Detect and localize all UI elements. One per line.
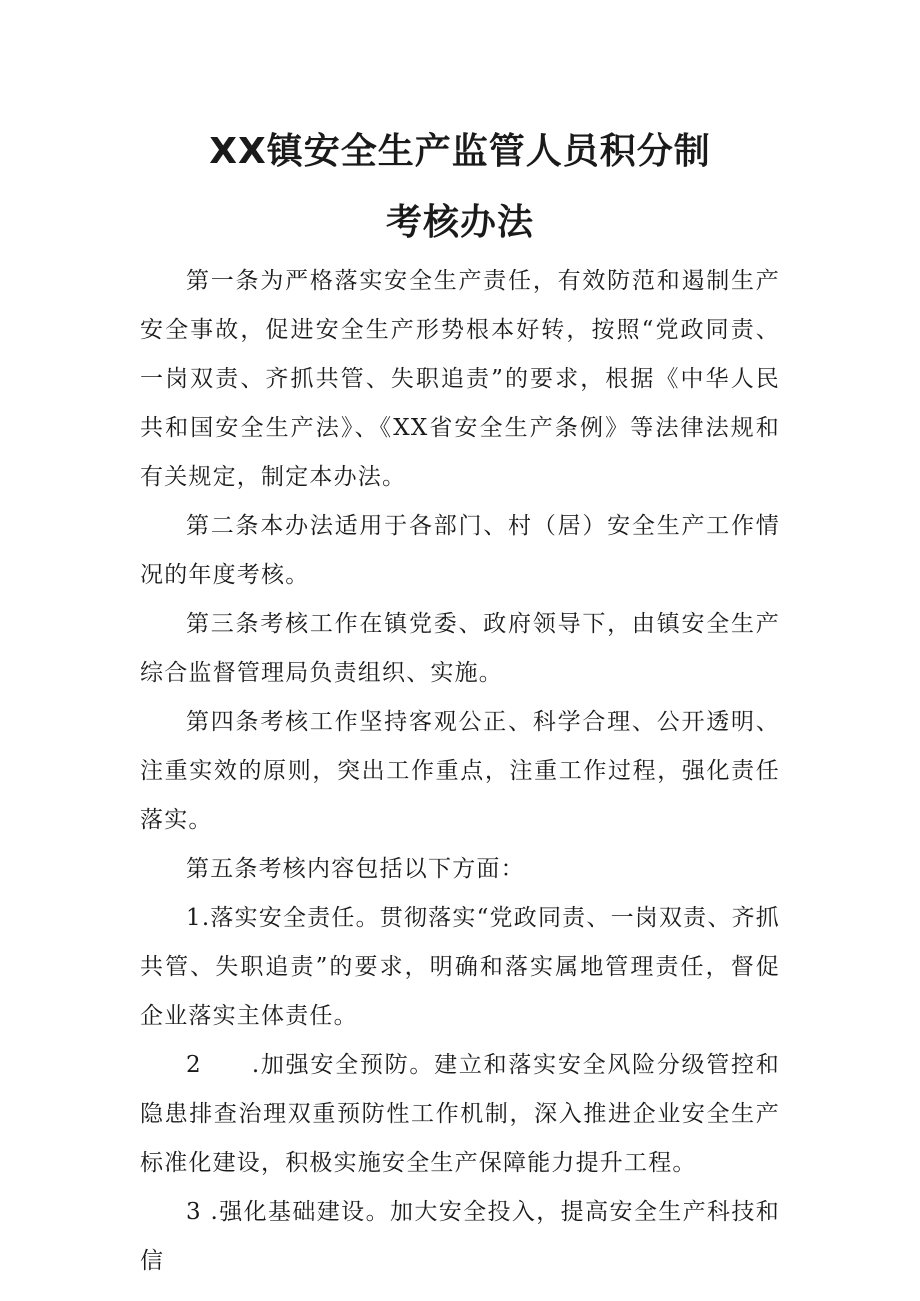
- article-2-paragraph: 第二条本办法适用于各部门、村（居）安全生产工作情况的年度考核。: [140, 513, 780, 588]
- document-title-line-2: 考核办法: [385, 202, 534, 243]
- document-title-line-1: XX镇安全生产监管人员积分制: [209, 131, 711, 172]
- document-body: [140, 257, 780, 1286]
- list-item-3: 3 .强化基础建设。加大安全投入，提高安全生产科技和信: [140, 1199, 780, 1274]
- article-3-paragraph: 第三条考核工作在镇党委、政府领导下，由镇安全生产综合监督管理局负责组织、实施。: [140, 611, 780, 686]
- list-item-1: 1.落实安全责任。贯彻落实“党政同责、一岗双责、齐抓共管、失职追责”的要求，明确和落实属地管理责任，督促企业落实主体责任。: [140, 905, 780, 1029]
- article-1-paragraph: 第一条为严格落实安全生产责任，有效防范和遏制生产安全事故，促进安全生产形势根本好转，按照“党政同责、一岗双责、齐抓共管、失职追责”的要求，根据《中华人民共和国安全生产法》、《XX省安全生产条例》等法律法规和有关规定，制定本办法。: [140, 268, 780, 490]
- list-item-2: 2 .加强安全预防。建立和落实安全风险分级管控和隐患排查治理双重预防性工作机制，深入推进企业安全生产标准化建设，积极实施安全生产保障能力提升工程。: [140, 1052, 780, 1176]
- article-4-paragraph: 第四条考核工作坚持客观公正、科学合理、公开透明、注重实效的原则，突出工作重点，注重工作过程，强化责任落实。: [140, 709, 780, 833]
- article-5-paragraph: 第五条考核内容包括以下方面：: [186, 856, 525, 882]
